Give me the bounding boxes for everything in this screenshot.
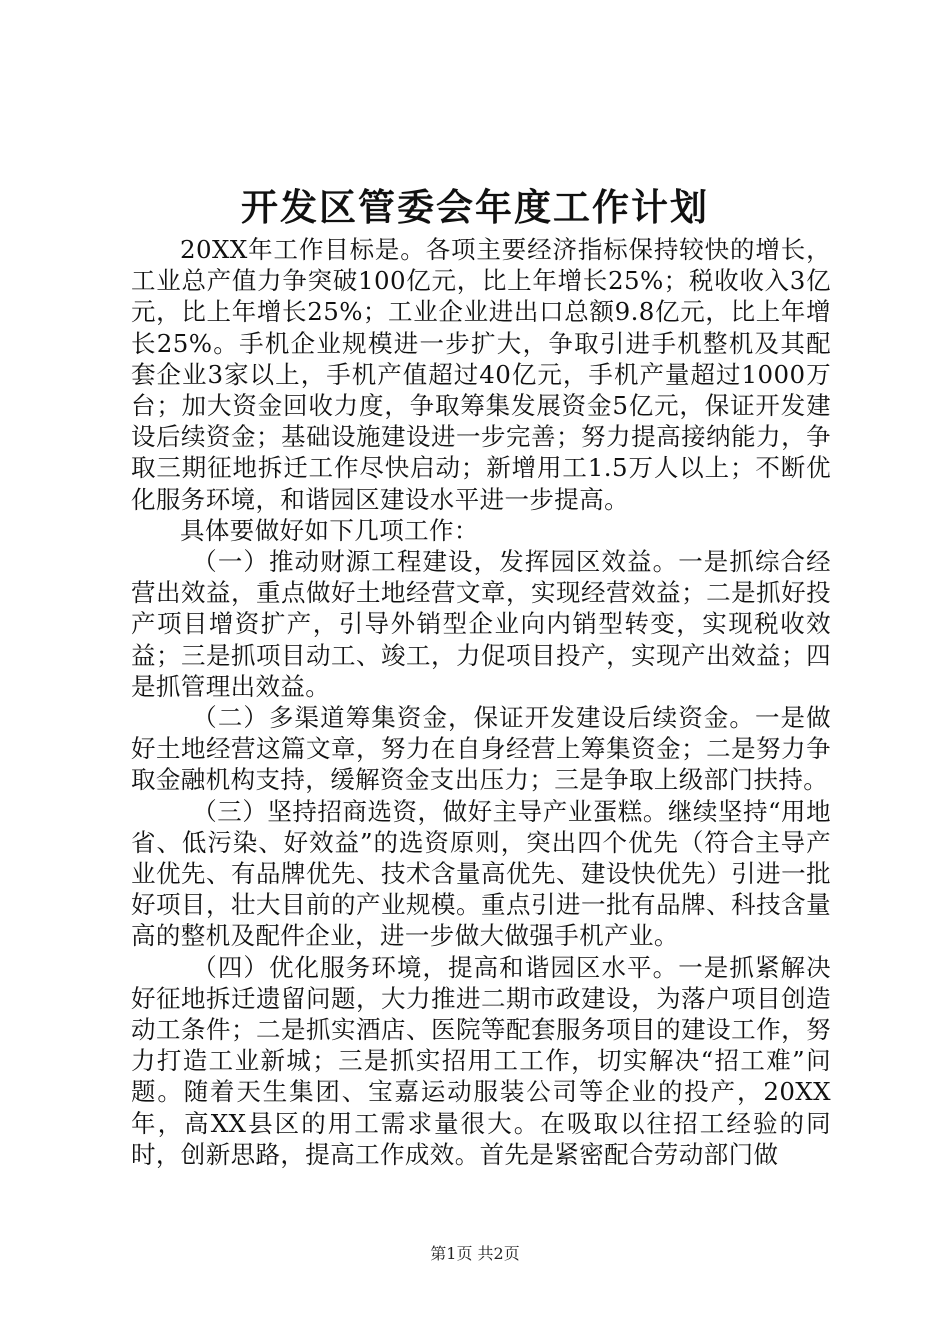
- document-body: [131, 234, 831, 1170]
- document-title: 开发区管委会年度工作计划: [241, 185, 709, 229]
- paragraph-item-1: （一）推动财源工程建设，发挥园区效益。一是抓综合经营出效益，重点做好土地经营文章，实现经营效益；二是抓好投产项目增资扩产，引导外销型企业向内销型转变，实现税收效益；三是抓项目动工、竣工，力促项目投产，实现产出效益；四是抓管理出效益。: [131, 547, 831, 701]
- paragraph-intro: 具体要做好如下几项工作：: [180, 515, 479, 545]
- page-number-footer: 第1页 共2页: [430, 1244, 520, 1263]
- paragraph-item-2: （二）多渠道筹集资金，保证开发建设后续资金。一是做好土地经营这篇文章，努力在自身经营上筹集资金；二是努力争取金融机构支持，缓解资金支出压力；三是争取上级部门扶持。: [131, 703, 831, 795]
- paragraph-item-4: （四）优化服务环境，提高和谐园区水平。一是抓紧解决好征地拆迁遗留问题，大力推进二期市政建设，为落户项目创造动工条件；二是抓实酒店、医院等配套服务项目的建设工作，努力打造工业新城；三是抓实招用工工作，切实解决“招工难”问题。随着天生集团、宝嘉运动服装公司等企业的投产，20XX年，高XX县区的用工需求量很大。在吸取以往招工经验的同时，创新思路，提高工作成效。首先是紧密配合劳动部门做: [131, 952, 831, 1169]
- paragraph-item-3: （三）坚持招商选资，做好主导产业蛋糕。继续坚持“用地省、低污染、好效益”的选资原则，突出四个优先（符合主导产业优先、有品牌优先、技术含量高优先、建设快优先）引进一批好项目，壮大目前的产业规模。重点引进一批有品牌、科技含量高的整机及配件企业，进一步做大做强手机产业。: [131, 796, 831, 951]
- paragraph-goals: 20XX年工作目标是。各项主要经济指标保持较快的增长，工业总产值力争突破100亿元，比上年增长25%；税收收入3亿元，比上年增长25%；工业企业进出口总额9.8亿元，比上年增长25%。手机企业规模进一步扩大，争取引进手机整机及其配套企业3家以上，手机产值超过40亿元，手机产量超过1000万台；加大资金回收力度，争取筹集发展资金5亿元，保证开发建设后续资金；基础设施建设进一步完善；努力提高接纳能力，争取三期征地拆迁工作尽快启动；新增用工1.5万人以上；不断优化服务环境，和谐园区建设水平进一步提高。: [131, 235, 831, 514]
